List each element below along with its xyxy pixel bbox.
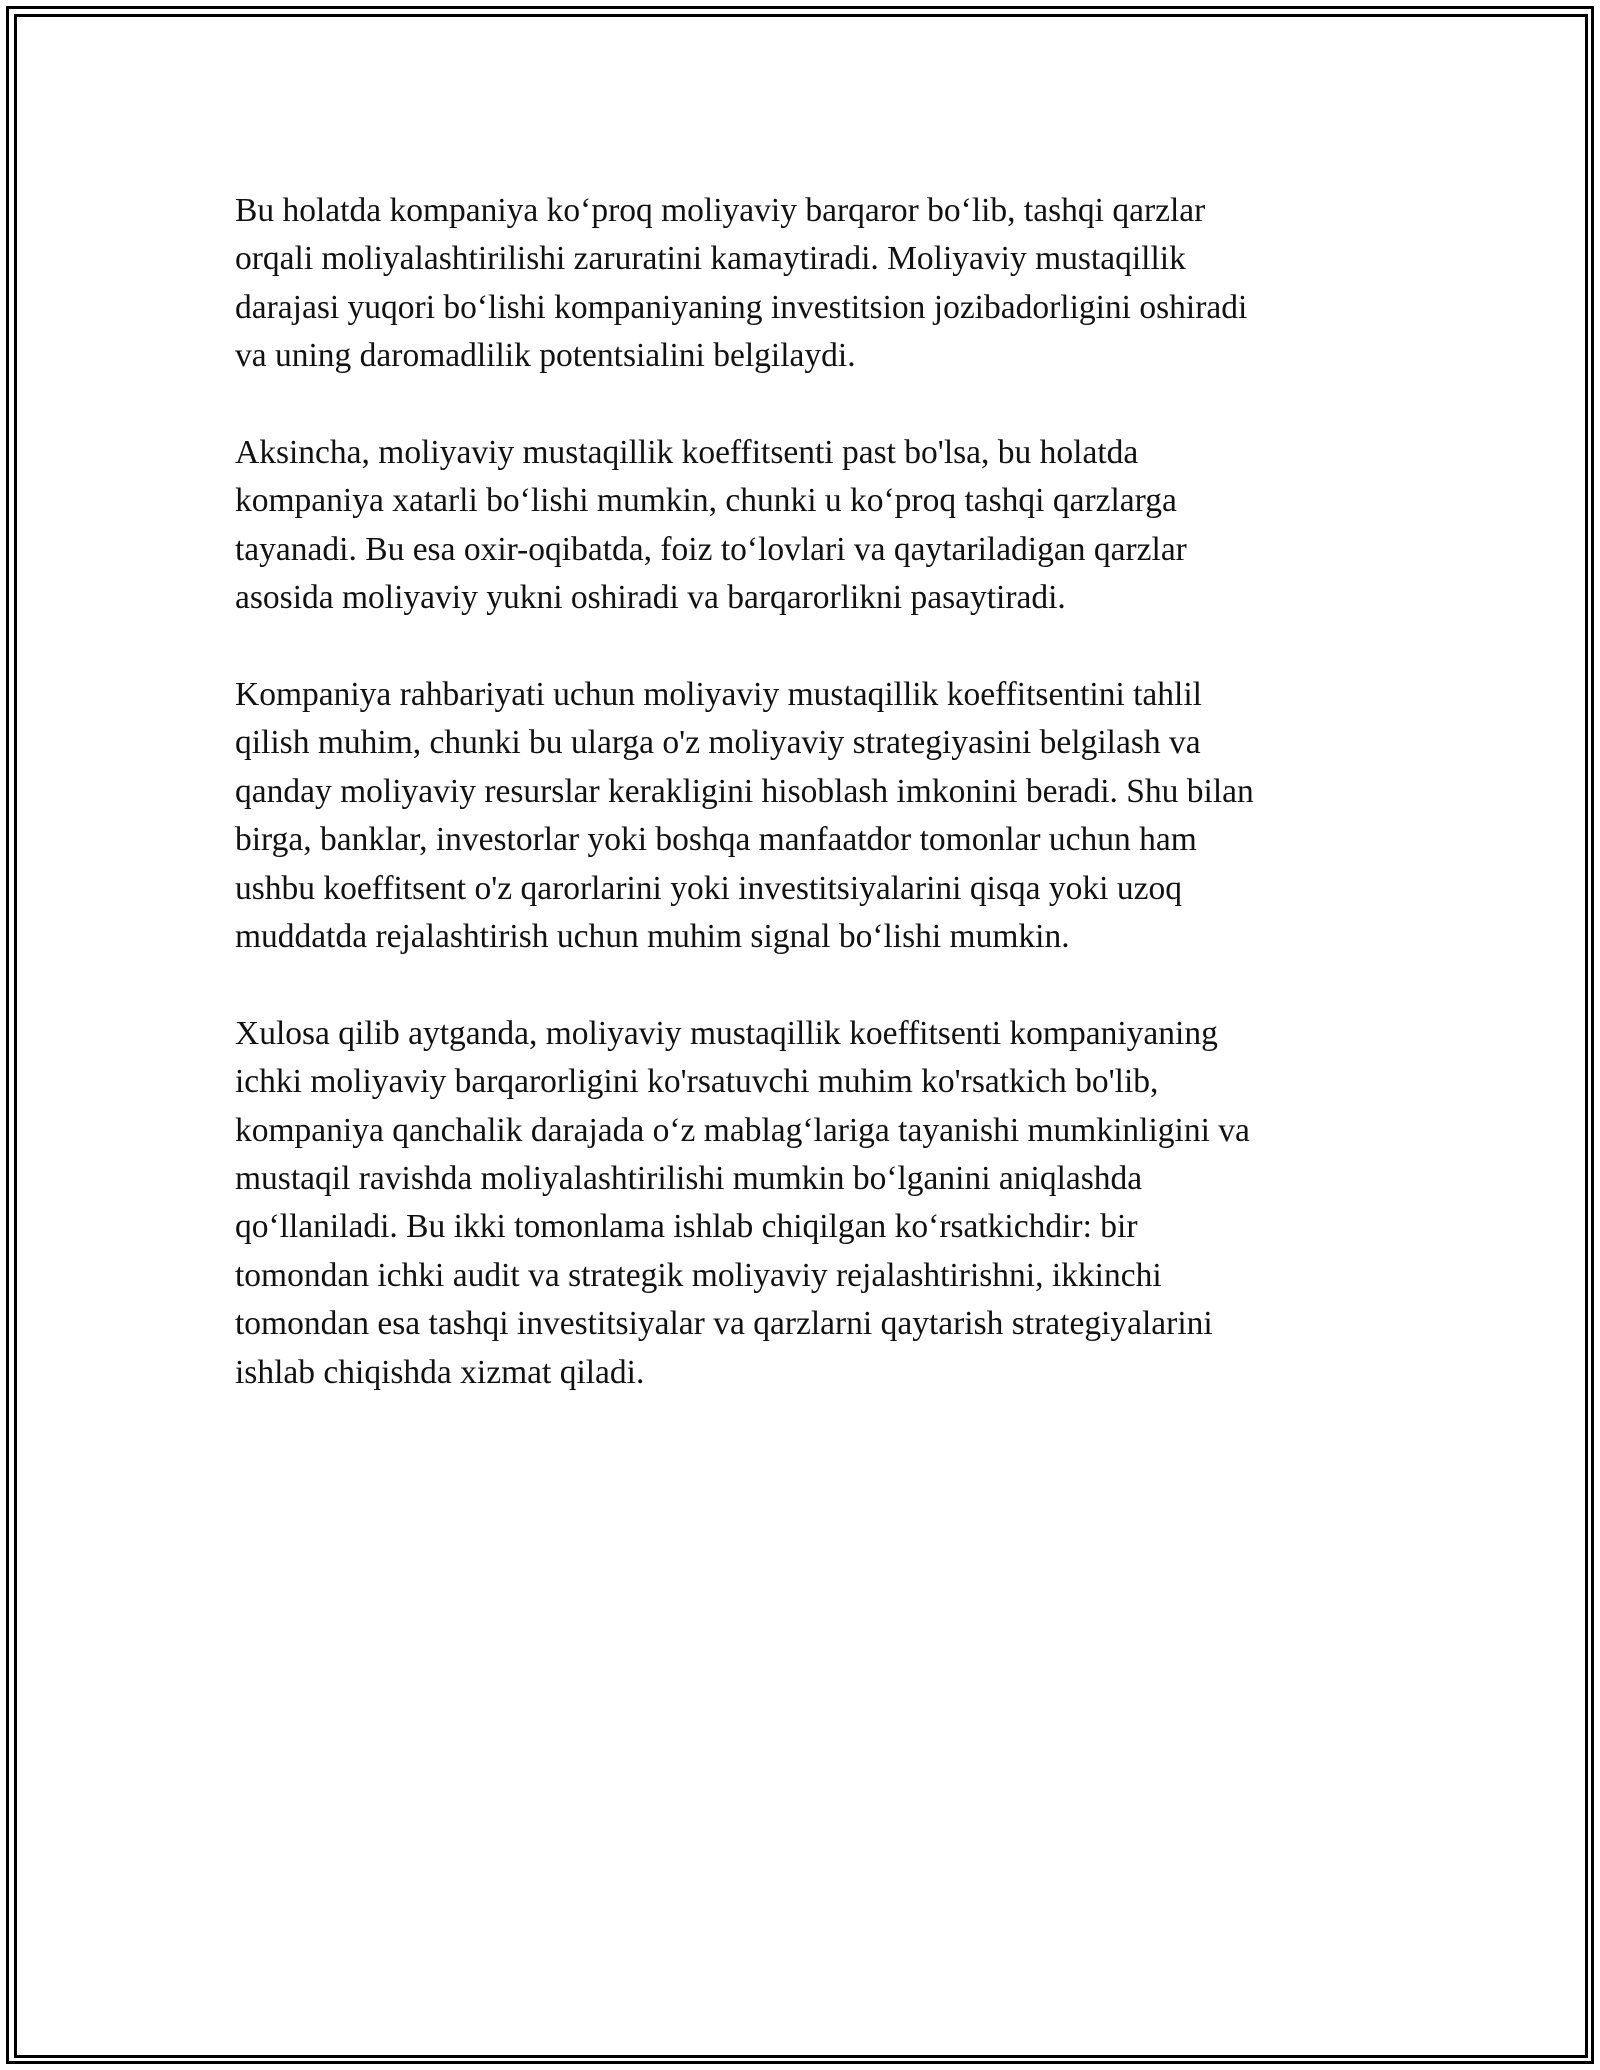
paragraph-4-line-3: kompaniya qanchalik darajada o‘z mablag‘lariga tayanishi mumkinligini va <box>235 1111 1250 1149</box>
paragraph-1-line-1: Bu holatda kompaniya ko‘proq moliyaviy barqaror bo‘lib, tashqi qarzlar <box>235 192 1206 229</box>
paragraph-3-line-3: qanday moliyaviy resurslar kerakligini hisoblash imkonini beradi. Shu bilan <box>235 772 1254 810</box>
paragraph-1-line-3: darajasi yuqori bo‘lishi kompaniyaning investitsion jozibadorligini oshiradi <box>235 288 1248 326</box>
paragraph-4-line-4: mustaqil ravishda moliyalashtirilishi mumkin bo‘lganini aniqlashda <box>235 1160 1143 1198</box>
paragraph-3-line-5: ushbu koeffitsent o'z qarorlarini yoki investitsiyalarini qisqa yoki uzoq <box>235 869 1182 907</box>
paragraph-3-line-1: Kompaniya rahbariyati uchun moliyaviy mustaqillik koeffitsentini tahlil <box>235 676 1202 714</box>
paragraph-4-line-1: Xulosa qilib aytganda, moliyaviy mustaqillik koeffitsenti kompaniyaning <box>235 1014 1218 1052</box>
paragraph-1-line-4: va uning daromadlilik potentsialini belgilaydi. <box>235 337 856 375</box>
paragraph-3-line-4: birga, banklar, investorlar yoki boshqa manfaatdor tomonlar uchun ham <box>235 821 1197 859</box>
paragraph-4-line-5: qo‘llaniladi. Bu ikki tomonlama ishlab chiqilgan ko‘rsatkichdir: bir <box>235 1208 1138 1246</box>
paragraph-4 <box>235 1010 1365 1397</box>
paragraph-2 <box>235 429 1365 623</box>
paragraph-3-line-2: qilish muhim, chunki bu ularga o'z moliyaviy strategiyasini belgilash va <box>235 724 1201 762</box>
paragraph-4-line-6: tomondan ichki audit va strategik moliyaviy rejalashtirishni, ikkinchi <box>235 1256 1162 1294</box>
paragraph-2-line-3: tayanadi. Bu esa oxir-oqibatda, foiz to‘lovlari va qaytariladigan qarzlar <box>235 530 1187 568</box>
document-body <box>235 187 1365 1446</box>
paragraph-3 <box>235 671 1365 961</box>
paragraph-1 <box>235 187 1365 381</box>
paragraph-4-line-2: ichki moliyaviy barqarorligini ko'rsatuvchi muhim ko'rsatkich bo'lib, <box>235 1063 1159 1101</box>
paragraph-4-line-7: tomondan esa tashqi investitsiyalar va qarzlarni qaytarish strategiyalarini <box>235 1305 1213 1343</box>
paragraph-4-line-8: ishlab chiqishda xizmat qiladi. <box>235 1353 645 1391</box>
paragraph-2-line-2: kompaniya xatarli bo‘lishi mumkin, chunki u ko‘proq tashqi qarzlarga <box>235 482 1177 520</box>
paragraph-3-line-6: muddatda rejalashtirish uchun muhim signal bo‘lishi mumkin. <box>235 918 1070 956</box>
paragraph-1-line-2: orqali moliyalashtirilishi zaruratini kamaytiradi. Moliyaviy mustaqillik <box>235 240 1186 278</box>
paragraph-2-line-1: Aksincha, moliyaviy mustaqillik koeffitsenti past bo'lsa, bu holatda <box>235 434 1139 472</box>
paragraph-2-line-4: asosida moliyaviy yukni oshiradi va barqarorlikni pasaytiradi. <box>235 579 1066 617</box>
